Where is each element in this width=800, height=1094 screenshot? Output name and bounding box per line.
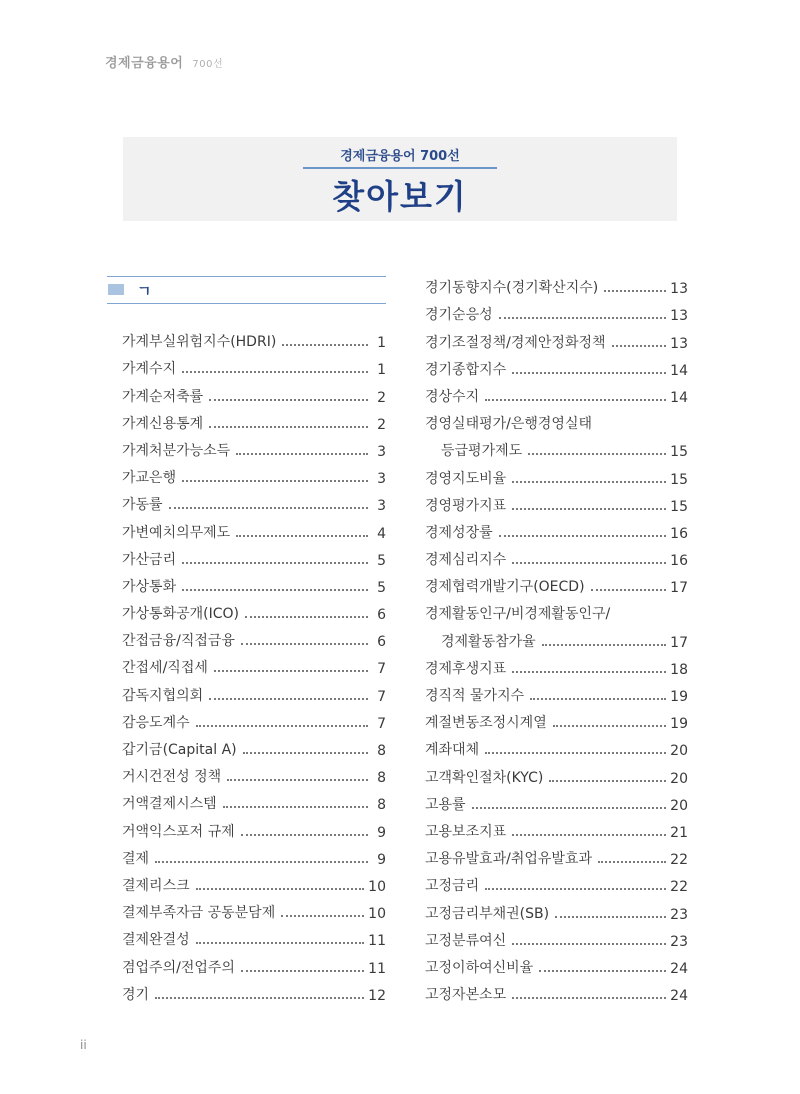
entry-page-number: 1 [377,335,386,352]
entry-page-number: 16 [670,525,688,542]
entry-term: 가상통화 [122,578,177,595]
entry-page-number: 13 [670,281,688,298]
entry-term: 고용유발효과/취업유발효과 [425,851,593,868]
index-entry [425,678,688,705]
index-entry [425,841,688,868]
entry-term: 경영평가지표 [425,497,507,514]
index-entry [425,324,688,351]
dot-leader [223,806,368,808]
dot-leader [155,997,364,999]
dot-leader [196,942,365,944]
entry-term: 갑기금(Capital A) [122,742,237,758]
index-entry [122,677,386,704]
entry-term: 경기동향지수(경기확산지수) [425,280,599,297]
entry-page-number: 5 [377,552,386,569]
index-entry [425,379,688,406]
entry-term: 경직적 물가지수 [425,688,525,704]
entry-term: 고정이하여신비율 [425,959,534,976]
dot-leader [591,589,667,591]
entry-term: 경제활동참가율 [441,633,536,650]
section-header [107,276,386,304]
entry-term: 가계수지 [122,361,177,378]
index-entry [425,787,688,814]
entry-page-number: 6 [377,634,386,651]
entry-term: 경상수지 [425,388,480,405]
index-entry [425,977,688,1004]
entry-term: 가계처분가능소득 [122,442,231,459]
running-header-sub: 700선 [192,59,224,70]
dot-leader [598,861,666,863]
index-entry [122,732,386,759]
dot-leader [209,698,368,700]
running-header [105,52,223,71]
entry-term: 가산금리 [122,551,177,568]
entry-term: 고용보조지표 [425,823,507,840]
dot-leader [182,562,368,564]
index-entry [122,378,386,405]
index-entry [122,922,386,949]
entry-term: 고정금리부채권(SB) [425,905,550,922]
dot-leader [549,780,666,782]
index-entry [122,514,386,541]
entry-term: 거액결제시스템 [122,796,217,813]
dot-leader [214,670,368,672]
entry-term: 겸업주의/전업주의 [122,959,235,976]
index-entry [425,923,688,950]
entry-term: 가계부실위험지수(HDRI) [122,334,277,351]
index-entry [122,569,386,596]
index-entry [122,542,386,569]
dot-leader [499,317,667,319]
entry-page-number: 17 [670,634,688,651]
entry-term: 결제부족자금 공동분담제 [122,905,276,922]
dot-leader [472,807,667,809]
entry-term: 고용률 [425,796,466,813]
section-label: ㄱ [137,282,152,300]
index-entry [425,569,688,596]
index-entry [425,895,688,922]
index-entry [425,352,688,379]
index-entry [122,433,386,460]
dot-leader [196,725,368,727]
dot-leader [155,861,368,863]
dot-leader [485,752,666,754]
entry-page-number: 21 [670,824,688,841]
entry-page-number: 8 [377,743,386,759]
dot-leader [542,644,667,646]
entry-page-number: 23 [670,933,688,950]
dot-leader [169,507,368,509]
entry-page-number: 15 [670,498,688,515]
index-entry [122,949,386,976]
index-column-left [122,324,386,1004]
entry-page-number: 22 [670,852,688,869]
index-entry [122,786,386,813]
entry-page-number: 15 [670,471,688,488]
dot-leader [196,888,365,890]
dot-leader [512,997,666,999]
entry-term: 결제리스크 [122,877,190,894]
index-entry [122,324,386,351]
dot-leader [512,671,666,673]
index-entry [122,759,386,786]
dot-leader [241,834,368,836]
entry-page-number: 7 [377,688,386,705]
entry-term: 가계순저축률 [122,388,204,405]
entry-term: 감응도계수 [122,714,190,731]
entry-page-number: 9 [377,824,386,841]
entry-page-number: 20 [670,770,688,787]
entry-page-number: 23 [670,906,688,923]
dot-leader [245,616,368,618]
dot-leader [243,752,368,754]
entry-page-number: 3 [377,471,386,488]
entry-term: 경기종합지수 [425,361,507,378]
entry-page-number: 15 [670,444,688,461]
entry-term: 경제후생지표 [425,660,507,677]
entry-page-number: 19 [670,689,688,705]
entry-page-number: 20 [670,797,688,814]
entry-page-number: 13 [670,335,688,352]
index-entry [425,732,688,759]
index-entry [425,460,688,487]
page-title: 찾아보기 [332,177,468,216]
index-entry [122,705,386,732]
dot-leader [236,535,368,537]
dot-leader [241,643,368,645]
index-entry [122,895,386,922]
entry-page-number: 16 [670,553,688,570]
entry-term: 거시건전성 정책 [122,769,222,786]
entry-page-number: 6 [377,607,386,624]
entry-term: 경기 [122,986,150,1003]
entry-term: 고정금리 [425,878,480,895]
entry-page-number: 3 [377,443,386,460]
entry-term: 계절변동조정시계열 [425,715,547,732]
entry-term: 가상통화공개(ICO) [122,606,239,623]
running-header-title: 경제금융용어 [105,56,184,71]
dot-leader [485,399,666,401]
dot-leader [281,915,364,917]
entry-term: 간접세/직접세 [122,660,208,677]
index-entry [122,460,386,487]
dot-leader [282,344,368,346]
index-entry [122,977,386,1004]
entry-term: 계좌대체 [425,742,480,759]
dot-leader [182,371,368,373]
title-subtitle: 경제금융용어 700선 [340,149,460,164]
index-entry [122,868,386,895]
index-entry [425,515,688,542]
entry-page-number: 14 [670,362,688,379]
index-entry [425,270,688,297]
entry-page-number: 18 [670,661,688,678]
entry-page-number: 24 [670,988,688,1005]
entry-page-number: 22 [670,879,688,896]
index-entry [425,488,688,515]
entry-term: 경제심리지수 [425,552,507,569]
entry-page-number: 10 [368,906,386,923]
entry-term: 가변예치의무제도 [122,524,231,541]
index-entry [425,868,688,895]
index-entry [425,297,688,324]
index-entry [122,841,386,868]
index-entry [122,596,386,623]
entry-page-number: 17 [670,580,688,597]
dot-leader [182,589,368,591]
entry-page-number: 19 [670,716,688,733]
index-entry [122,487,386,514]
entry-term: 가계신용통계 [122,415,204,432]
entry-page-number: 12 [368,987,386,1004]
entry-page-number: 13 [670,308,688,325]
entry-page-number: 11 [368,960,386,977]
entry-page-number: 3 [377,498,386,515]
entry-term: 등급평가제도 [441,443,523,460]
section-marker-icon [108,284,124,295]
index-entry [425,406,688,433]
index-entry [425,705,688,732]
dot-leader [182,480,368,482]
entry-term: 결제 [122,850,150,867]
dot-leader [512,943,666,945]
entry-term: 경기조절정책/경제안정화정책 [425,334,606,351]
entry-term: 고객확인절차(KYC) [425,769,544,786]
dot-leader [539,970,666,972]
entry-term: 경영실태평가/은행경영실태 [425,416,593,433]
entry-term: 감독지협의회 [122,687,204,704]
entry-page-number: 8 [377,797,386,814]
index-entry [425,623,688,650]
entry-term: 가동률 [122,497,163,514]
entry-page-number: 14 [670,389,688,406]
dot-leader [209,426,368,428]
index-entry [425,651,688,678]
entry-page-number: 1 [377,362,386,379]
dot-leader [512,481,666,483]
entry-page-number: 24 [670,960,688,977]
index-entry [425,542,688,569]
entry-page-number: 20 [670,743,688,760]
entry-term: 결제완결성 [122,932,190,949]
index-entry [425,814,688,841]
dot-leader [512,834,666,836]
dot-leader [528,453,666,455]
entry-page-number: 8 [377,770,386,787]
entry-term: 경기순응성 [425,307,493,324]
index-entry [425,433,688,460]
index-entry [425,596,688,623]
index-entry [425,950,688,977]
entry-page-number: 7 [377,661,386,678]
entry-page-number: 10 [368,878,386,895]
entry-term: 고정자본소모 [425,987,507,1004]
title-box [123,137,677,221]
entry-page-number: 7 [377,715,386,732]
entry-page-number: 9 [377,851,386,868]
entry-term: 가교은행 [122,470,177,487]
dot-leader [530,698,666,700]
entry-page-number: 5 [377,579,386,596]
dot-leader [553,725,666,727]
index-entry [122,623,386,650]
dot-leader [499,535,667,537]
dot-leader [555,916,666,918]
dot-leader [209,399,368,401]
entry-page-number: 2 [377,389,386,406]
dot-leader [227,779,368,781]
dot-leader [512,562,666,564]
entry-term: 고정분류여신 [425,932,507,949]
dot-leader [241,970,364,972]
index-column-right [425,270,688,1004]
dot-leader [512,372,666,374]
title-divider [303,167,497,169]
index-entry [122,406,386,433]
entry-page-number: 4 [377,525,386,542]
dot-leader [612,345,667,347]
dot-leader [485,888,666,890]
dot-leader [604,290,666,292]
entry-term: 경제활동인구/비경제활동인구/ [425,606,611,623]
page-number: ii [80,1038,87,1052]
index-entry [122,351,386,378]
index-entry [425,759,688,786]
entry-term: 경제협력개발기구(OECD) [425,579,585,596]
entry-page-number: 2 [377,416,386,433]
entry-page-number: 11 [368,933,386,950]
index-entry [122,813,386,840]
entry-term: 경제성장률 [425,524,493,541]
entry-term: 간접금융/직접금융 [122,633,235,650]
entry-term: 경영지도비율 [425,470,507,487]
dot-leader [512,508,666,510]
dot-leader [236,453,368,455]
entry-term: 거액익스포저 규제 [122,823,235,840]
index-entry [122,650,386,677]
